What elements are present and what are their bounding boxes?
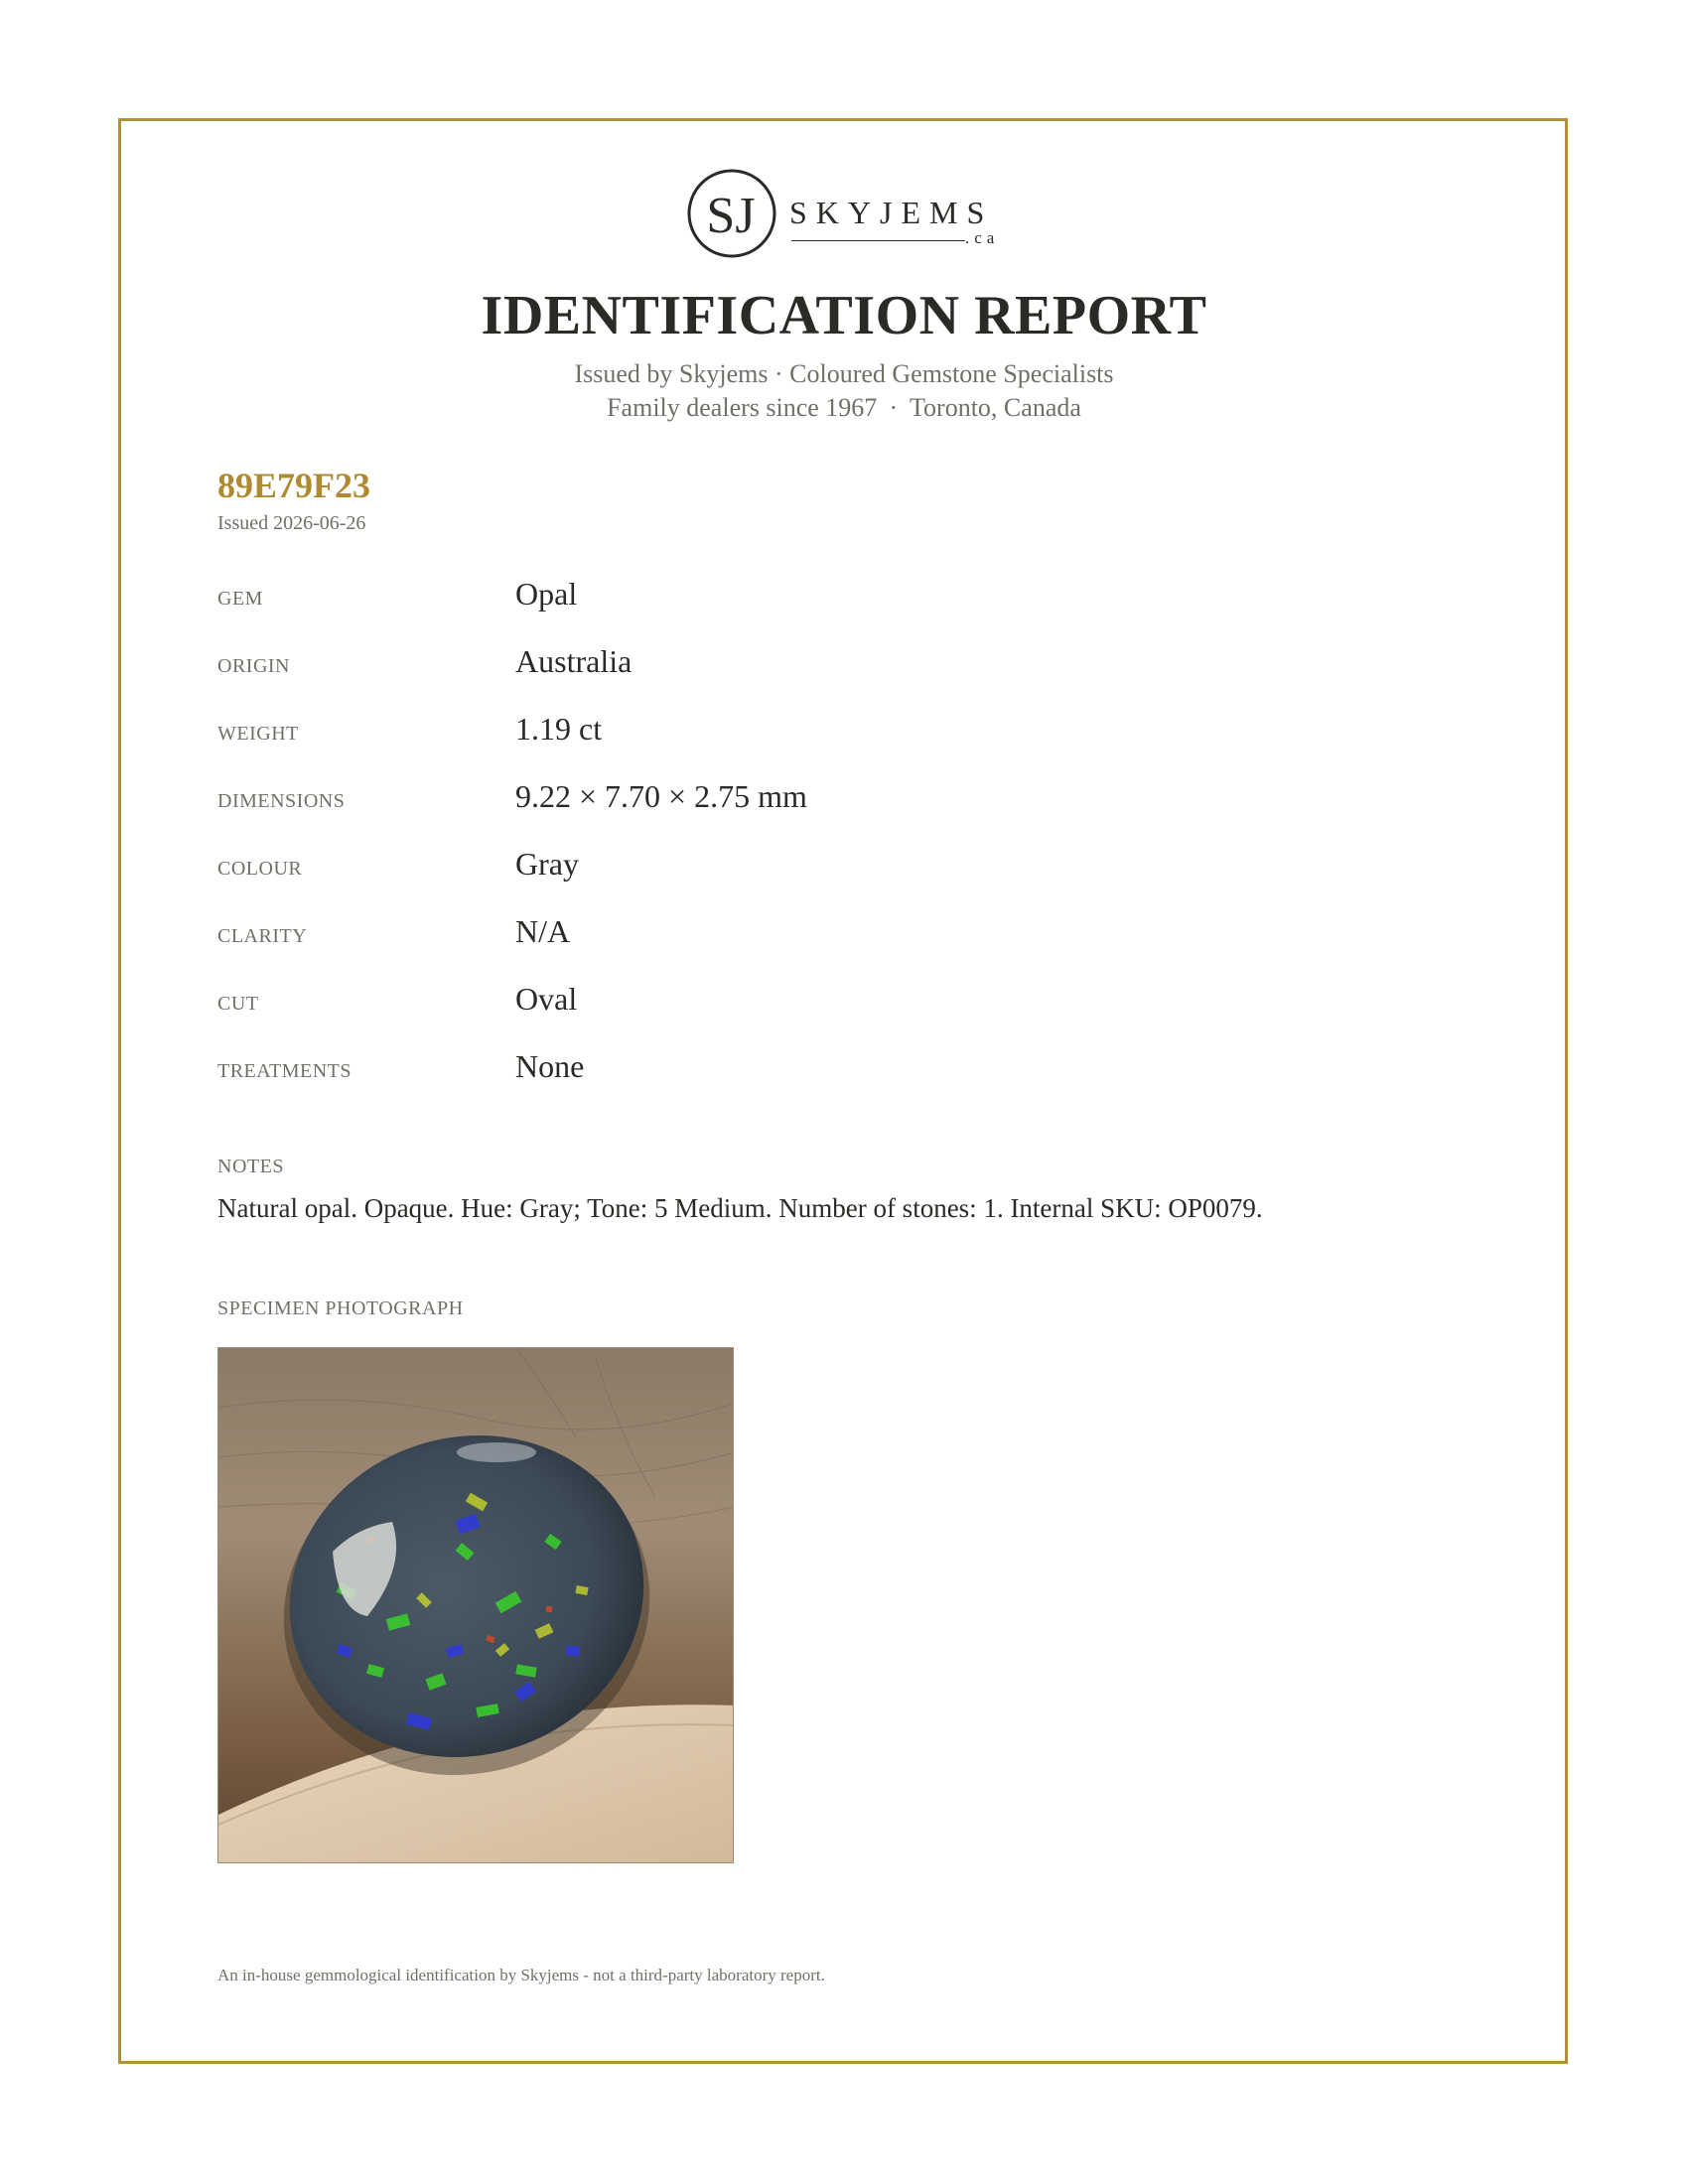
field-value: Opal [515,576,578,612]
photo-label: SPECIMEN PHOTOGRAPH [217,1297,464,1319]
field-label: GEM [217,588,263,610]
field-label: WEIGHT [217,723,299,745]
dealer-since: Family dealers since 1967 [607,393,878,422]
field-label: TREATMENTS [217,1060,352,1082]
opal-specimen-image [218,1348,734,1863]
brand-rule [791,240,965,241]
field-value: Australia [515,643,633,679]
field-value: None [515,1048,585,1084]
brand-domain-suffix: .ca [965,228,1000,247]
report-id: 89E79F23 [217,466,371,505]
field-row-cut [217,977,1409,1044]
separator-dot: · [889,393,898,422]
field-label: CLARITY [217,925,308,947]
field-row-dimensions [217,774,1409,842]
notes-text: Natural opal. Opaque. Hue: Gray; Tone: 5 Medium. Number of stones: 1. Internal SKU: OP0079. [217,1193,1263,1223]
field-label: DIMENSIONS [217,790,346,812]
field-label: COLOUR [217,858,303,880]
sj-monogram-icon [685,165,778,262]
field-value: N/A [515,913,571,949]
issuer-line: Issued by Skyjems · Coloured Gemstone Specialists [574,359,1114,388]
field-label: CUT [217,993,259,1015]
disclaimer-footer: An in-house gemmological identification by Skyjems - not a third-party laboratory report. [217,1966,825,1984]
field-row-clarity [217,909,1409,977]
location: Toronto, Canada [909,393,1081,422]
issue-date: Issued 2026-06-26 [217,512,366,534]
field-row-gem [217,572,1409,639]
field-row-weight [217,707,1409,774]
svg-text:SJ: SJ [706,188,756,244]
field-label: ORIGIN [217,655,290,677]
brand-wordmark: SKYJEMS [789,195,994,230]
dealer-location-line [0,393,1688,423]
field-row-origin [217,639,1409,707]
brand-logo [685,165,1003,264]
gem-details-table [217,572,1409,1112]
field-row-colour [217,842,1409,909]
notes-label: NOTES [217,1156,284,1177]
report-title: IDENTIFICATION REPORT [481,285,1207,346]
field-value: Gray [515,846,579,882]
field-value: 9.22 × 7.70 × 2.75 mm [515,778,807,814]
field-value: Oval [515,981,578,1017]
field-value: 1.19 ct [515,711,603,747]
field-row-treatments [217,1044,1409,1112]
specimen-photo [217,1347,734,1863]
